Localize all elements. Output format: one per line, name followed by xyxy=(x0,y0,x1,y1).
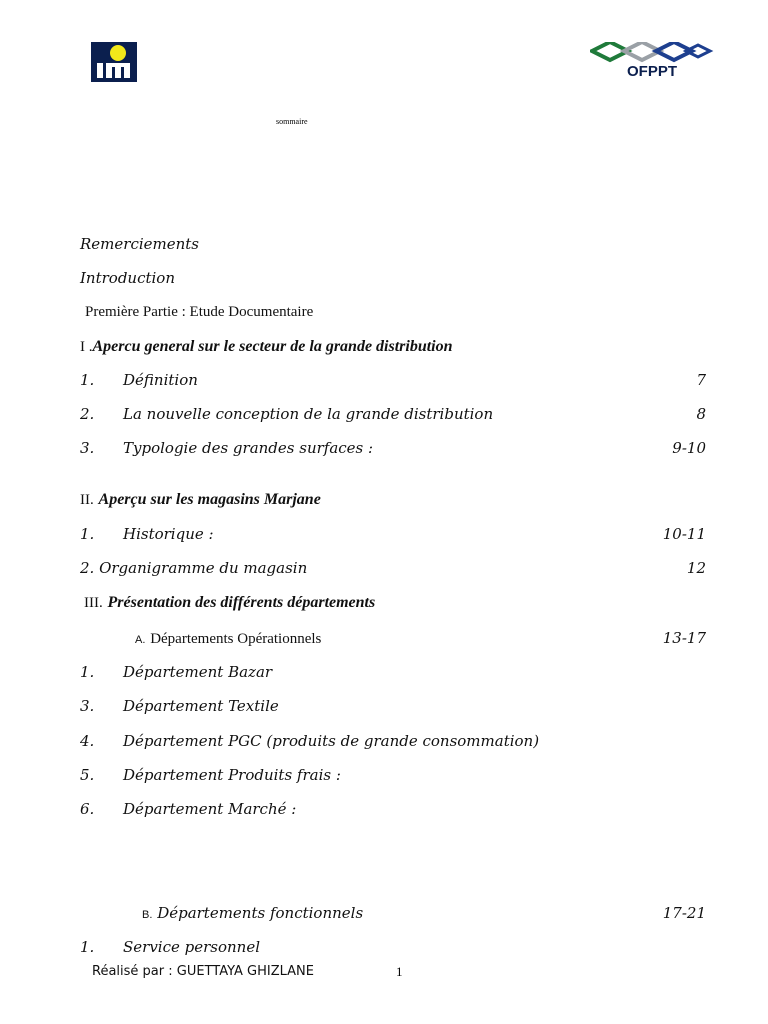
footer-author: Réalisé par : GUETTAYA GHIZLANE xyxy=(92,964,314,979)
page-title: sommaire xyxy=(276,117,308,126)
toc-item: 2. La nouvelle conception de la grande distribution 8 xyxy=(80,405,706,423)
toc-subsection-a: A. Départements Opérationnels 13-17 xyxy=(135,629,706,647)
toc-item: 1. Service personnel xyxy=(80,938,261,956)
section-title: Apercu general sur le secteur de la grande distribution xyxy=(92,338,453,355)
ofppt-logo-text: OFPPT xyxy=(626,63,678,76)
subsection-label: Départements fonctionnels xyxy=(157,904,364,922)
toc-item: 3. Typologie des grandes surfaces : 9-10 xyxy=(80,439,706,457)
toc-item: 3. Département Textile xyxy=(80,697,279,715)
toc-remerciements: Remerciements xyxy=(80,235,200,253)
subsection-label: Départements Opérationnels xyxy=(150,631,322,647)
toc-introduction: Introduction xyxy=(80,269,175,287)
page-number: 1 xyxy=(396,964,403,979)
toc-subsection-b: B. Départements fonctionnels 17-21 xyxy=(142,904,706,922)
subsection-letter: B. xyxy=(142,909,153,921)
section-number: I . xyxy=(80,339,93,355)
ofppt-logo xyxy=(590,42,714,76)
toc-item: 5. Département Produits frais : xyxy=(80,766,341,784)
toc-item: 2. Organigramme du magasin 12 xyxy=(80,559,706,577)
toc-section-3 xyxy=(80,591,706,613)
toc-partie1: Première Partie : Etude Documentaire xyxy=(85,304,314,320)
toc-item: 1. Définition 7 xyxy=(80,371,706,389)
section-number: II. xyxy=(80,492,94,508)
toc-section-2 xyxy=(80,488,706,510)
toc-section-1 xyxy=(80,335,706,357)
toc-item: 4. Département PGC (produits de grande consommation) xyxy=(80,732,540,750)
subsection-letter: A. xyxy=(135,634,146,646)
toc-item: 1. Historique : 10-11 xyxy=(80,525,706,543)
toc-item: 6. Département Marché : xyxy=(80,800,297,818)
section-title: Présentation des différents départements xyxy=(107,594,376,611)
institution-logo xyxy=(91,42,137,82)
toc-item: 1. Département Bazar xyxy=(80,663,273,681)
section-number: III. xyxy=(84,595,103,611)
section-title: Aperçu sur les magasins Marjane xyxy=(98,491,321,508)
